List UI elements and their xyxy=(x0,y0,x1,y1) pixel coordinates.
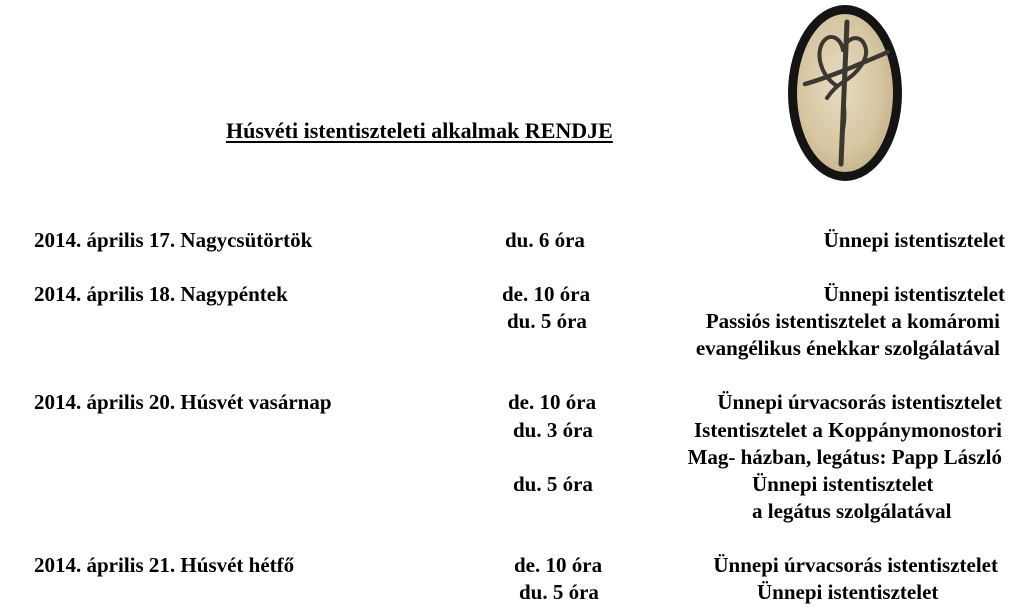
service-time: du. 6 óra xyxy=(505,228,585,252)
day-date: 2014. április 20. Húsvét vasárnap xyxy=(34,390,332,414)
service-time: de. 10 óra xyxy=(508,390,597,414)
day-date: 2014. április 17. Nagycsütörtök xyxy=(34,228,313,252)
service-description: Ünnepi istentisztelet xyxy=(757,580,939,604)
service-time: du. 5 óra xyxy=(507,309,587,333)
service-description: Istentisztelet a Koppánymonostori xyxy=(694,418,1002,442)
service-description: Ünnepi úrvacsorás istentisztelet xyxy=(717,390,1002,414)
service-time: de. 10 óra xyxy=(514,553,603,577)
service-description: a legátus szolgálatával xyxy=(752,499,952,523)
service-description: Ünnepi istentisztelet xyxy=(823,282,1005,306)
service-description: Passiós istentisztelet a komáromi xyxy=(705,309,1000,333)
cross-heart-logo xyxy=(785,2,910,184)
service-description: Ünnepi úrvacsorás istentisztelet xyxy=(713,553,998,577)
service-description: evangélikus énekkar szolgálatával xyxy=(695,336,1000,360)
day-date: 2014. április 21. Húsvét hétfő xyxy=(34,553,295,577)
service-description: Ünnepi istentisztelet xyxy=(823,228,1005,252)
service-time: du. 5 óra xyxy=(519,580,599,604)
service-description: Ünnepi istentisztelet xyxy=(752,472,934,496)
service-time: du. 5 óra xyxy=(513,472,593,496)
service-description: Mag- házban, legátus: Papp László xyxy=(687,445,1002,469)
day-date: 2014. április 18. Nagypéntek xyxy=(34,282,288,306)
service-time: du. 3 óra xyxy=(513,418,593,442)
page-title: Húsvéti istentiszteleti alkalmak RENDJE xyxy=(226,118,613,143)
service-time: de. 10 óra xyxy=(502,282,591,306)
